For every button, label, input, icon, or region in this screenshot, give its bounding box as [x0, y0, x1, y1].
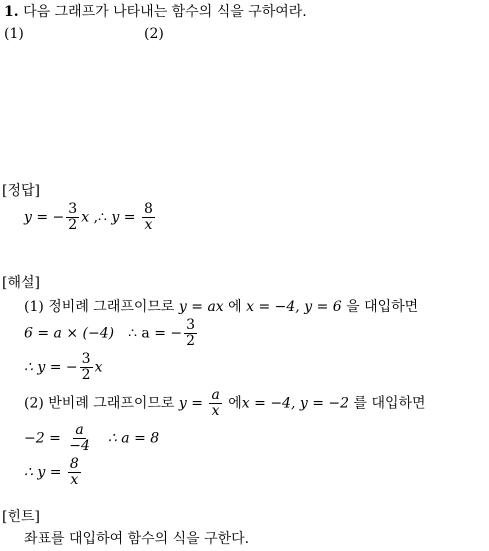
- solution-line1-prefix: (1) 정비례 그래프이므로: [24, 299, 179, 315]
- subquestion-1-label: (1): [4, 26, 24, 42]
- question-number: 1.: [4, 4, 19, 20]
- answer-eq1-num: 3: [68, 201, 78, 217]
- solution-line2-therefore: ∴ a = −: [128, 325, 183, 342]
- solution-line2-den: 2: [186, 333, 196, 349]
- solution-line-6: [24, 457, 83, 488]
- solution-line-5: [24, 423, 159, 454]
- solution-line3-den: 2: [81, 367, 91, 383]
- solution-line4-fraction: [209, 388, 221, 419]
- solution-line1-mid: 에: [223, 299, 247, 315]
- hint-text: 좌표를 대입하여 함수의 식을 구한다.: [24, 531, 250, 547]
- solution-line3-num: 3: [81, 351, 91, 367]
- solution-line-1: [24, 299, 418, 315]
- solution-line2-fraction: [184, 318, 197, 349]
- hint-heading: [힌트]: [2, 509, 40, 525]
- solution-line6-num: 8: [69, 456, 79, 472]
- solution-line4-num: a: [211, 387, 220, 403]
- question-line: [4, 4, 307, 20]
- solution-line4-prefix: (2) 반비례 그래프이므로: [24, 395, 179, 412]
- solution-line-2: [24, 318, 199, 349]
- solution-line5-fraction: [67, 423, 92, 454]
- solution-line4-suffix: 를 대입하면: [349, 395, 426, 412]
- solution-line4-mid: 에: [223, 395, 242, 412]
- solution-line6-prefix: ∴ y =: [24, 464, 66, 481]
- solution-line3-fraction: [80, 352, 93, 383]
- solution-line5-den: −4: [69, 438, 90, 454]
- answer-eq1-den: 2: [68, 217, 78, 233]
- solution-line1-suffix: 을 대입하면: [341, 299, 419, 315]
- solution-line2-num: 3: [186, 317, 196, 333]
- solution-line4-lhs: y =: [178, 395, 208, 412]
- solution-line1-cond: x = −4, y = 6: [246, 299, 342, 315]
- answer-separator: ,∴: [89, 209, 112, 226]
- solution-line3-var: x: [94, 359, 103, 376]
- answer-eq1-fraction: [66, 202, 79, 233]
- question-text: 다음 그래프가 나타내는 함수의 식을 구하여라.: [23, 4, 307, 20]
- answer-eq2-op: =: [119, 209, 140, 226]
- solution-line-3: [24, 352, 102, 383]
- answer-eq2-num: 8: [143, 201, 153, 217]
- answer-eq2-fraction: [142, 202, 155, 233]
- solution-line2-left: 6 = a × (−4): [24, 325, 115, 342]
- answer-eq1-lhs: y: [24, 209, 32, 226]
- solution-line5-left: −2 =: [24, 430, 66, 447]
- answer-formula: [24, 202, 157, 233]
- solution-line6-den: x: [70, 472, 79, 488]
- subquestion-2-label: (2): [144, 26, 164, 42]
- answer-heading: [정답]: [2, 183, 40, 199]
- solution-line6-fraction: [68, 457, 81, 488]
- answer-eq2-den: x: [144, 217, 153, 233]
- answer-eq1-var: x: [81, 209, 90, 226]
- solution-line1-formula: y = ax: [178, 299, 224, 315]
- answer-eq1-op: = −: [31, 209, 65, 226]
- solution-heading: [해설]: [2, 275, 40, 291]
- solution-line5-therefore: ∴ a = 8: [107, 430, 160, 447]
- solution-line3-prefix: ∴ y = −: [24, 359, 78, 376]
- solution-line4-cond: x = −4, y = −2: [241, 395, 350, 412]
- solution-line5-num: a: [75, 422, 84, 438]
- answer-eq2-lhs: y: [111, 209, 120, 226]
- solution-line4-den: x: [211, 403, 220, 419]
- solution-line-4: [24, 388, 426, 419]
